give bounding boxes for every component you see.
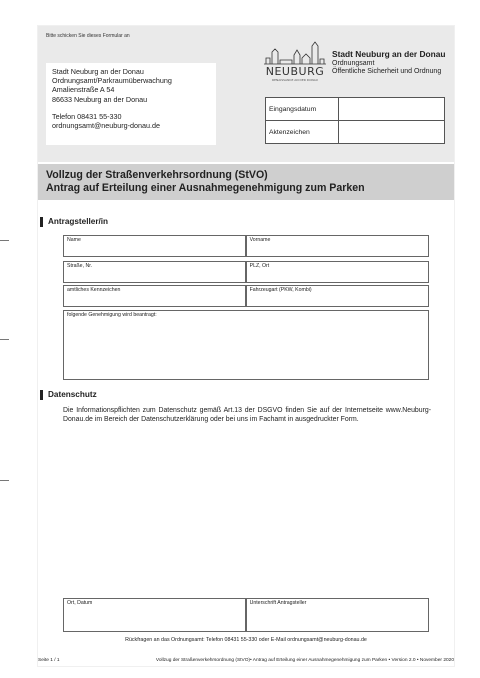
title-line-1: Vollzug der Straßenverkehrsordnung (StVO) (46, 169, 268, 181)
name-field[interactable]: Name (63, 235, 246, 257)
page-number: Seite 1 / 1 (38, 658, 60, 663)
address-line: Amalienstraße A 54 (52, 85, 115, 95)
office-use-table (265, 97, 445, 144)
document-info: Vollzug der Straßenverkehrsordnung (StVO)• Antrag auf Erteilung einer Ausnahmegenehmigung zum Parken • Version 2.0 • November 2020 (155, 658, 454, 663)
first-name-field[interactable]: Vorname (246, 235, 429, 257)
privacy-text: Die Informationspflichten zum Datenschutz gemäß Art.13 der DSGVO finden Sie auf der Internetseite www.Neuburg-Donau.de im Bereich der Datenschutzerklärung oder bei uns im Fachamt in ausgedruckter Form. (63, 407, 431, 424)
organisation-block (332, 50, 446, 77)
applicant-heading: Antragsteller/in (40, 217, 108, 227)
address-line: Ordnungsamt/Parkraumüberwachung (52, 76, 172, 86)
logo-wordmark: NEUBURG (265, 65, 325, 78)
name-row (63, 235, 429, 257)
address-line: 86633 Neuburg an der Donau (52, 94, 148, 104)
place-date-field[interactable]: Ort, Datum (63, 598, 246, 632)
contact-line: Rückfragen an das Ordnungsamt: Telefon 08431 55-330 oder E-Mail ordnungsamt@neuburg-donau.de (125, 637, 367, 643)
street-field[interactable]: Straße, Nr. (63, 261, 246, 283)
address-email: ordnungsamt@neuburg-donau.de (52, 121, 160, 131)
vehicle-type-field[interactable]: Fahrzeugart (PKW, Kombi) (246, 285, 429, 307)
send-note: Bitte schicken Sie dieses Formular an (46, 33, 130, 39)
signature-field[interactable]: Unterschrift Antragsteller (246, 598, 429, 632)
received-date-label: Eingangsdatum (266, 98, 339, 121)
org-subdept: Öffentliche Sicherheit und Ordnung (332, 68, 442, 75)
fold-mark-middle (0, 339, 9, 340)
vehicle-row (63, 285, 429, 307)
form-page (38, 26, 454, 666)
signature-row (63, 598, 429, 632)
neuburg-logo (262, 38, 328, 84)
license-plate-field[interactable]: amtliches Kennzeichen (63, 285, 246, 307)
file-number-label: Aktenzeichen (266, 121, 339, 144)
title-line-2: Antrag auf Erteilung einer Ausnahmegenehmigung zum Parken (46, 182, 365, 194)
requested-permit-field[interactable]: folgende Genehmigung wird beantragt: (63, 310, 429, 380)
address-phone: Telefon 08431 55-330 (52, 111, 122, 121)
address-line: Stadt Neuburg an der Donau (52, 67, 144, 76)
org-dept: Ordnungsamt (332, 59, 375, 67)
file-number-field[interactable] (339, 121, 445, 144)
header-band (38, 26, 454, 162)
logo-tagline: RENAISSANCE AN DER DONAU (272, 78, 318, 82)
recipient-address (46, 63, 216, 145)
fold-mark-top (0, 240, 9, 241)
privacy-heading: Datenschutz (40, 390, 97, 400)
org-name: Stadt Neuburg an der Donau (332, 49, 446, 59)
fold-mark-bottom (0, 480, 9, 481)
address-row (63, 261, 429, 283)
received-date-field[interactable] (339, 98, 445, 121)
zip-city-field[interactable]: PLZ, Ort (246, 261, 429, 283)
form-title (38, 164, 454, 200)
